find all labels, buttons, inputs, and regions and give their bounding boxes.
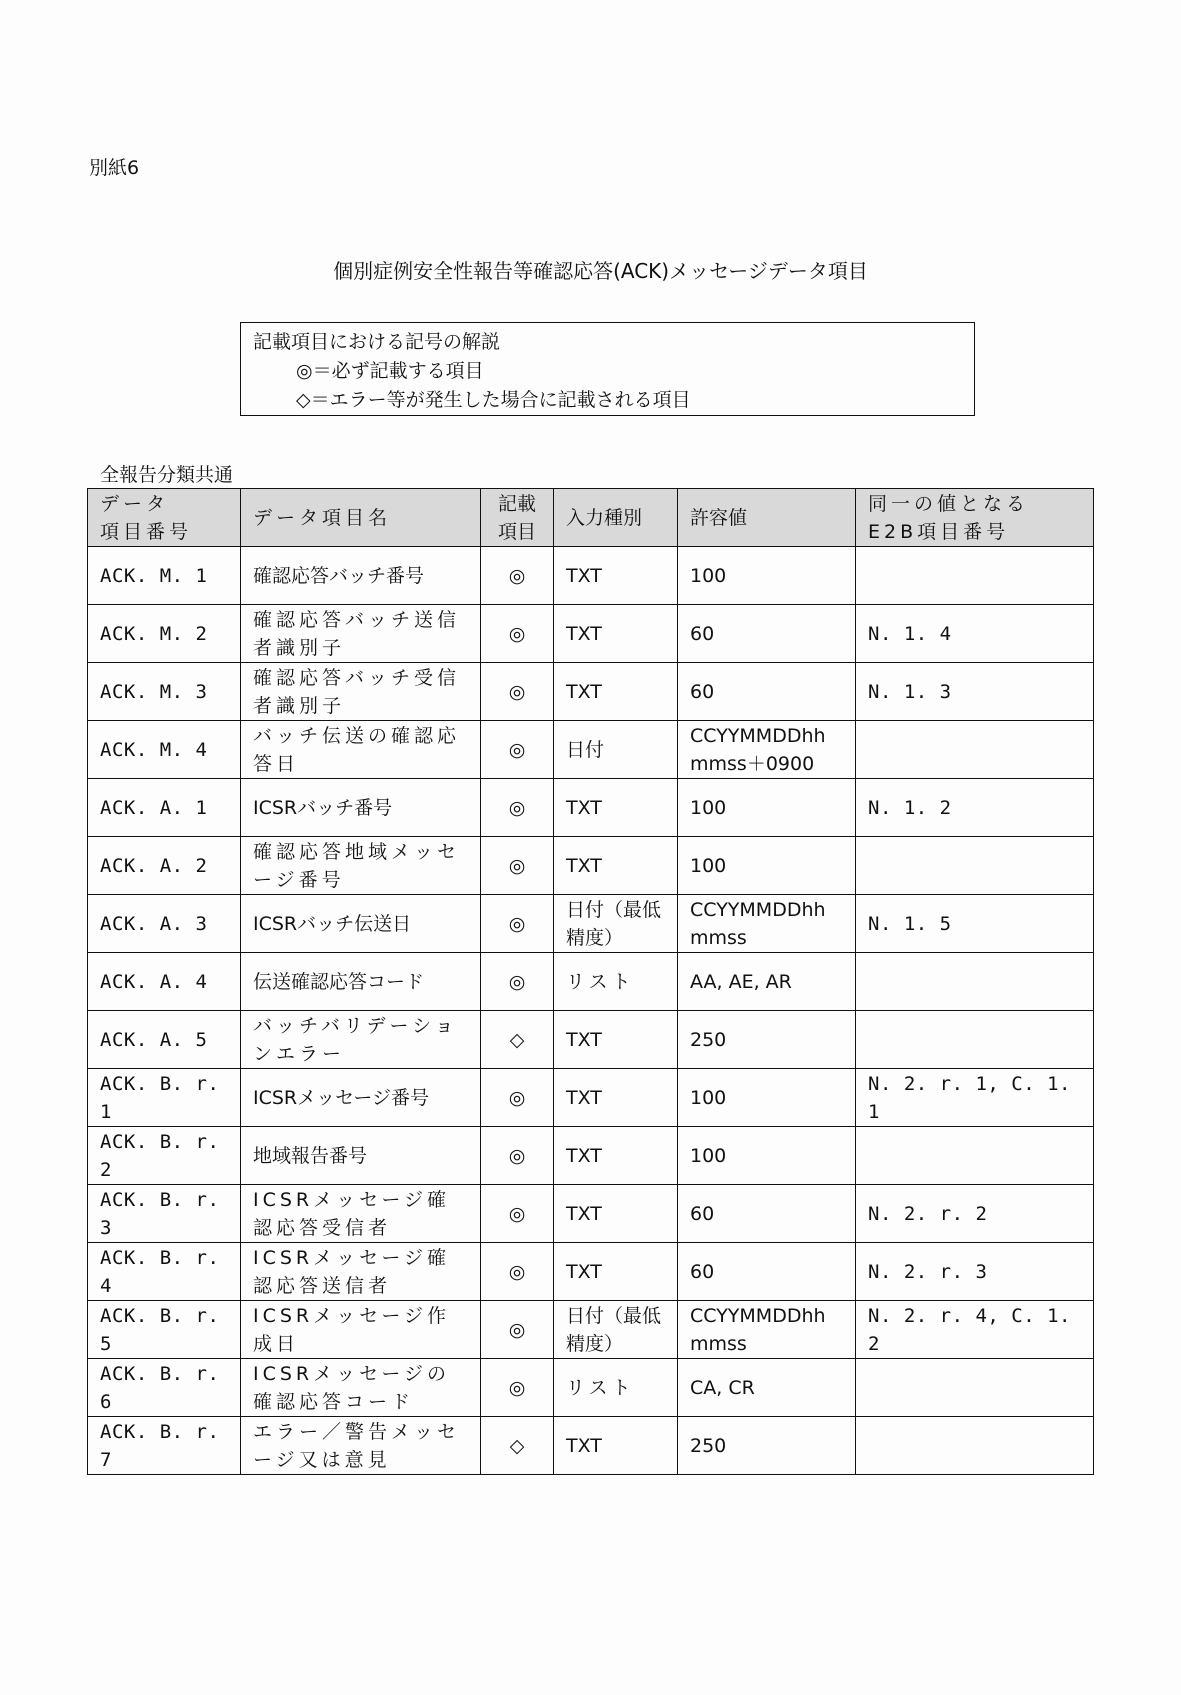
legend-heading: 記載項目における記号の解説 [253, 331, 501, 353]
cell-entry-requirement: ◇ [481, 1011, 554, 1069]
annex-label: 別紙6 [89, 157, 140, 179]
cell-item-number: ACK. B. r. 7 [88, 1417, 241, 1475]
cell-e2b-item-number: N. 2. r. 4, C. 1. 2 [856, 1301, 1094, 1359]
cell-item-number: ACK. B. r. 5 [88, 1301, 241, 1359]
table-row [88, 1417, 1094, 1475]
table-row [88, 953, 1094, 1011]
cell-input-type: TXT [554, 1185, 678, 1243]
header-e2b-item-number: 同一の値となる E2B項目番号 [856, 489, 1094, 547]
cell-input-type: リスト [554, 953, 678, 1011]
cell-allowed-value: 100 [678, 1127, 856, 1185]
cell-entry-requirement: ◎ [481, 779, 554, 837]
header-item-number: データ 項目番号 [88, 489, 241, 547]
cell-input-type: TXT [554, 1417, 678, 1475]
table-row [88, 1011, 1094, 1069]
cell-item-number: ACK. M. 1 [88, 547, 241, 605]
cell-allowed-value: 60 [678, 663, 856, 721]
cell-item-name: ICSRメッセージの確認応答コード [241, 1359, 481, 1417]
cell-allowed-value: 100 [678, 1069, 856, 1127]
cell-item-number: ACK. A. 3 [88, 895, 241, 953]
cell-item-name: ICSRメッセージ確認応答送信者 [241, 1243, 481, 1301]
cell-e2b-item-number: N. 2. r. 3 [856, 1243, 1094, 1301]
cell-e2b-item-number [856, 1359, 1094, 1417]
table-row [88, 605, 1094, 663]
cell-e2b-item-number [856, 1011, 1094, 1069]
table-row [88, 1301, 1094, 1359]
table-row [88, 1069, 1094, 1127]
table-row [88, 895, 1094, 953]
cell-allowed-value: 250 [678, 1417, 856, 1475]
cell-item-name: 伝送確認応答コード [241, 953, 481, 1011]
cell-item-name: バッチ伝送の確認応答日 [241, 721, 481, 779]
cell-entry-requirement: ◎ [481, 663, 554, 721]
cell-entry-requirement: ◎ [481, 1185, 554, 1243]
cell-e2b-item-number [856, 1417, 1094, 1475]
cell-item-name: 確認応答バッチ受信者識別子 [241, 663, 481, 721]
cell-item-number: ACK. A. 5 [88, 1011, 241, 1069]
cell-input-type: TXT [554, 1243, 678, 1301]
cell-input-type: 日付 [554, 721, 678, 779]
cell-item-number: ACK. B. r. 1 [88, 1069, 241, 1127]
cell-item-name: 確認応答バッチ番号 [241, 547, 481, 605]
cell-item-name: ICSRバッチ伝送日 [241, 895, 481, 953]
table-row [88, 721, 1094, 779]
cell-item-name: 確認応答地域メッセージ番号 [241, 837, 481, 895]
table-row [88, 1185, 1094, 1243]
cell-entry-requirement: ◎ [481, 895, 554, 953]
cell-item-number: ACK. M. 3 [88, 663, 241, 721]
cell-allowed-value: CCYYMMDDhhmmss [678, 895, 856, 953]
header-item-name: データ項目名 [241, 489, 481, 547]
cell-allowed-value: CA, CR [678, 1359, 856, 1417]
cell-allowed-value: CCYYMMDDhhmmss＋0900 [678, 721, 856, 779]
cell-item-number: ACK. B. r. 6 [88, 1359, 241, 1417]
cell-item-number: ACK. A. 4 [88, 953, 241, 1011]
section-label: 全報告分類共通 [100, 464, 234, 486]
cell-e2b-item-number: N. 1. 2 [856, 779, 1094, 837]
cell-item-name: 確認応答バッチ送信者識別子 [241, 605, 481, 663]
legend-item-on-error: ◇＝エラー等が発生した場合に記載される項目 [296, 389, 691, 411]
legend-item-required: ◎＝必ず記載する項目 [296, 360, 484, 382]
symbol-legend-box [240, 322, 975, 416]
cell-entry-requirement: ◎ [481, 837, 554, 895]
cell-input-type: TXT [554, 1069, 678, 1127]
cell-allowed-value: 100 [678, 547, 856, 605]
cell-item-number: ACK. B. r. 2 [88, 1127, 241, 1185]
cell-entry-requirement: ◎ [481, 547, 554, 605]
table-row [88, 663, 1094, 721]
cell-input-type: TXT [554, 837, 678, 895]
cell-entry-requirement: ◎ [481, 1359, 554, 1417]
cell-item-name: ICSRメッセージ番号 [241, 1069, 481, 1127]
cell-item-number: ACK. M. 2 [88, 605, 241, 663]
table-row [88, 1127, 1094, 1185]
cell-e2b-item-number: N. 2. r. 1, C. 1. 1 [856, 1069, 1094, 1127]
table-row [88, 547, 1094, 605]
cell-item-name: ICSRメッセージ確認応答受信者 [241, 1185, 481, 1243]
cell-e2b-item-number [856, 721, 1094, 779]
cell-entry-requirement: ◎ [481, 605, 554, 663]
header-entry-requirement: 記載 項目 [481, 489, 554, 547]
cell-entry-requirement: ◎ [481, 1127, 554, 1185]
cell-input-type: TXT [554, 779, 678, 837]
cell-input-type: TXT [554, 1011, 678, 1069]
cell-allowed-value: 250 [678, 1011, 856, 1069]
cell-entry-requirement: ◎ [481, 1301, 554, 1359]
cell-e2b-item-number [856, 837, 1094, 895]
table-row [88, 1243, 1094, 1301]
cell-e2b-item-number: N. 1. 3 [856, 663, 1094, 721]
cell-item-number: ACK. M. 4 [88, 721, 241, 779]
cell-item-number: ACK. A. 2 [88, 837, 241, 895]
ack-data-items-table [87, 488, 1094, 1475]
cell-e2b-item-number [856, 953, 1094, 1011]
cell-allowed-value: 100 [678, 837, 856, 895]
cell-item-name: バッチバリデーションエラー [241, 1011, 481, 1069]
cell-input-type: TXT [554, 605, 678, 663]
cell-allowed-value: 100 [678, 779, 856, 837]
cell-allowed-value: CCYYMMDDhhmmss [678, 1301, 856, 1359]
cell-input-type: 日付（最低精度） [554, 895, 678, 953]
document-title: 個別症例安全性報告等確認応答(ACK)メッセージデータ項目 [333, 259, 868, 283]
cell-item-name: 地域報告番号 [241, 1127, 481, 1185]
header-allowed-value: 許容値 [678, 489, 856, 547]
cell-input-type: TXT [554, 547, 678, 605]
cell-input-type: TXT [554, 1127, 678, 1185]
cell-allowed-value: 60 [678, 605, 856, 663]
cell-item-number: ACK. B. r. 3 [88, 1185, 241, 1243]
cell-e2b-item-number [856, 547, 1094, 605]
table-row [88, 779, 1094, 837]
cell-allowed-value: AA, AE, AR [678, 953, 856, 1011]
cell-entry-requirement: ◎ [481, 953, 554, 1011]
cell-item-number: ACK. A. 1 [88, 779, 241, 837]
table-row [88, 1359, 1094, 1417]
cell-entry-requirement: ◎ [481, 1243, 554, 1301]
cell-item-number: ACK. B. r. 4 [88, 1243, 241, 1301]
cell-item-name: ICSRバッチ番号 [241, 779, 481, 837]
cell-allowed-value: 60 [678, 1243, 856, 1301]
cell-item-name: ICSRメッセージ作成日 [241, 1301, 481, 1359]
cell-allowed-value: 60 [678, 1185, 856, 1243]
cell-entry-requirement: ◎ [481, 1069, 554, 1127]
table-header-row [88, 489, 1094, 547]
cell-e2b-item-number: N. 1. 5 [856, 895, 1094, 953]
cell-e2b-item-number: N. 1. 4 [856, 605, 1094, 663]
cell-e2b-item-number [856, 1127, 1094, 1185]
cell-entry-requirement: ◎ [481, 721, 554, 779]
cell-input-type: TXT [554, 663, 678, 721]
table-row [88, 837, 1094, 895]
cell-entry-requirement: ◇ [481, 1417, 554, 1475]
cell-item-name: エラー／警告メッセージ又は意見 [241, 1417, 481, 1475]
header-input-type: 入力種別 [554, 489, 678, 547]
cell-e2b-item-number: N. 2. r. 2 [856, 1185, 1094, 1243]
cell-input-type: リスト [554, 1359, 678, 1417]
cell-input-type: 日付（最低精度） [554, 1301, 678, 1359]
